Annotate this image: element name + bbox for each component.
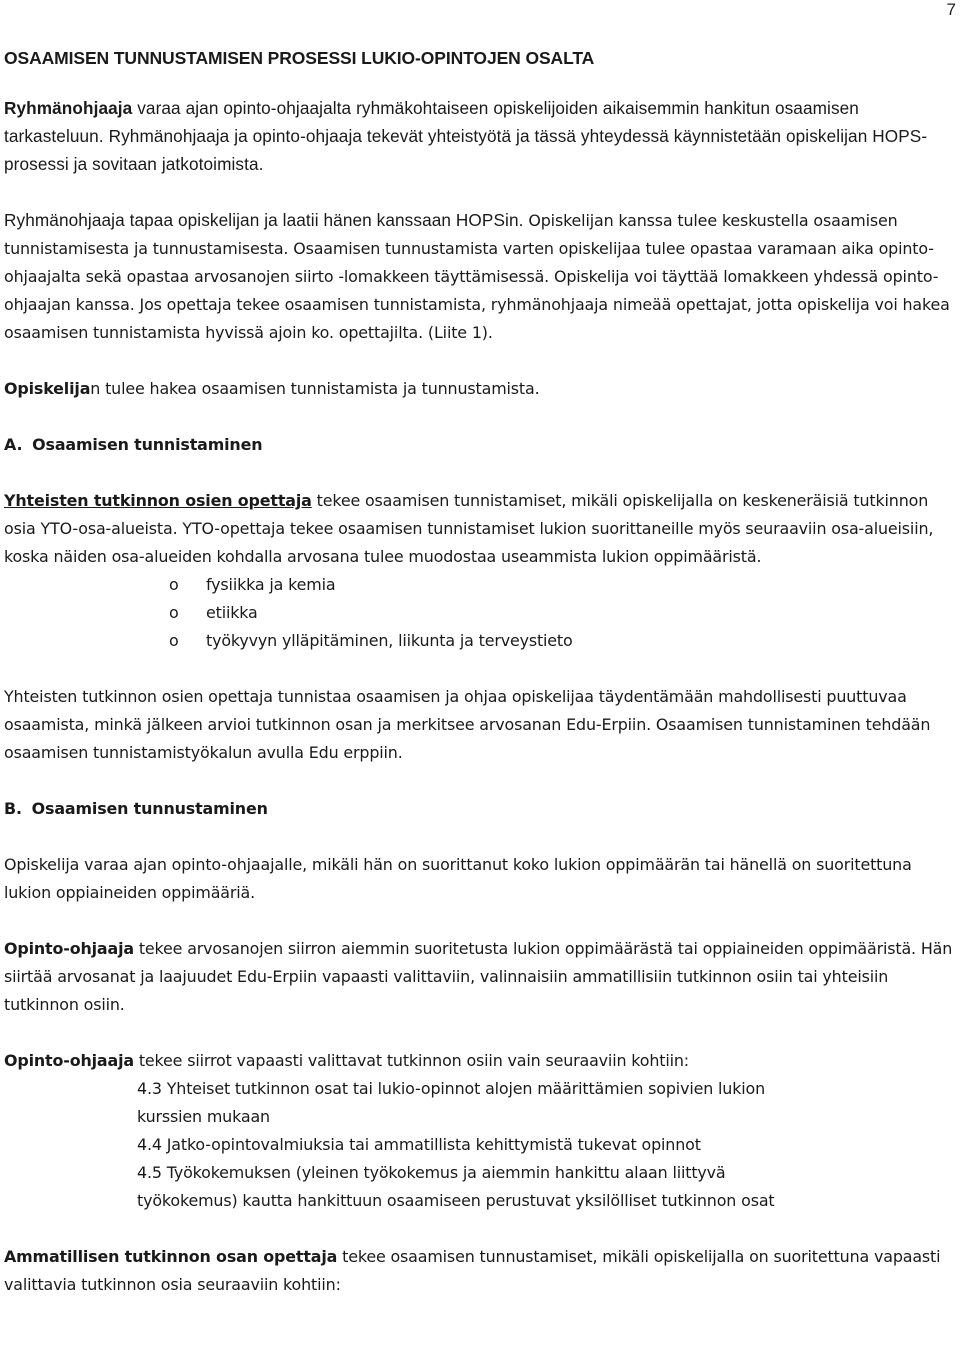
list-item xyxy=(169,599,956,627)
student-rest: n tulee hakea osaamisen tunnistamista ja tunnustamista. xyxy=(90,379,540,398)
section-a-heading xyxy=(4,431,956,459)
bullet-marker: o xyxy=(169,575,179,594)
yto-recognition-paragraph: Yhteisten tutkinnon osien opettaja tunnistaa osaamisen ja ohjaa opiskelijaa täydentämään mahdollisesti puuttuvaa osaamista, minkä jälkeen arvioi tutkinnon osan ja merkitsee arvosanan Edu-Erpiin. Osaamisen tunnistaminen tehdään osaamisen tunnistamistyökalun avulla Edu erppiin. xyxy=(4,687,931,762)
hops-rest: Opiskelijan kanssa tulee keskustella osaamisen tunnistamisesta ja tunnustamisesta. Osaamisen tunnustamista varten opiskelijaa tulee opastaa varamaan aika opinto-ohjaajalta sekä opastaa arvosanojen siirto -lomakkeen täyttämisessä. Opiskelija voi täyttää lomakkeen yhdessä opinto-ohjaajan kanssa. Jos opettaja tekee osaamisen tunnistamista, ryhmänohjaaja nimeää opettajat, jotta opiskelija voi hakea osaamisen tunnistamista hyvissä ajoin ko. opettajilta. (Liite 1). xyxy=(4,211,950,342)
numbered-item xyxy=(137,1075,956,1103)
item-number: 4.3 xyxy=(137,1079,162,1098)
bullet-marker: o xyxy=(169,631,179,650)
vocational-bold: Ammatillisen tutkinnon osan opettaja xyxy=(4,1247,338,1266)
item-number: 4.5 xyxy=(137,1163,162,1182)
section-a-title: Osaamisen tunnistaminen xyxy=(32,435,263,454)
item-text: Jatko-opintovalmiuksia tai ammatillista kehittymistä tukevat opinnot xyxy=(166,1135,701,1154)
counselor-rest: tekee arvosanojen siirron aiemmin suoritetusta lukion oppimäärästä tai oppiaineiden oppimääristä. Hän siirtää arvosanat ja laajuudet Edu-Erpiin vapaasti valittaviin, valinnaisiin ammatillisiin tutkinnon osiin tai yhteisiin tutkinnon osiin. xyxy=(4,939,953,1014)
vocational-teacher-paragraph xyxy=(4,1243,956,1299)
vocational-rest: tekee osaamisen tunnustamiset, mikäli opiskelijalla on suoritettuna vapaasti valittavia tutkinnon osia seuraaviin kohtiin: xyxy=(4,1247,941,1294)
intro-text: varaa ajan opinto-ohjaajalta ryhmäkohtaiseen opiskelijoiden aikaisemmin hankitun osaamisen tarkasteluun. Ryhmänohjaaja ja opinto-ohjaaja tekevät yhteistyötä ja tässä yhteydessä käynnistetään opiskelijan HOPS-prosessi ja sovitaan jatkotoimista. xyxy=(4,98,928,174)
booking-paragraph: Opiskelija varaa ajan opinto-ohjaajalle, mikäli hän on suorittanut koko lukion oppimäärän tai hänellä on suoritettuna lukion oppiaineiden oppimääriä. xyxy=(4,855,912,902)
page-title: OSAAMISEN TUNNUSTAMISEN PROSESSI LUKIO-OPINTOJEN OSALTA xyxy=(4,48,595,68)
yto-bold-underlined: Yhteisten tutkinnon osien opettaja xyxy=(4,491,312,510)
student-paragraph xyxy=(4,375,956,403)
counselor-bold: Opinto-ohjaaja xyxy=(4,939,134,958)
item-text: Yhteiset tutkinnon osat tai lukio-opinnot alojen määrittämien sopivien lukion xyxy=(166,1079,766,1098)
list-item xyxy=(169,571,956,599)
subject-list xyxy=(4,571,956,655)
numbered-item xyxy=(137,1159,956,1187)
counselor-bold-2: Opinto-ohjaaja xyxy=(4,1051,134,1070)
item-text: Työkokemuksen (yleinen työkokemus ja aiemmin hankittu alaan liittyvä xyxy=(166,1163,726,1182)
list-item-text: etiikka xyxy=(206,603,258,622)
student-bold: Opiskelija xyxy=(4,379,91,398)
list-item-text: fysiikka ja kemia xyxy=(206,575,336,594)
section-b-title: Osaamisen tunnustaminen xyxy=(31,799,268,818)
section-a-letter: A. xyxy=(4,435,23,454)
numbered-item-continuation: kurssien mukaan xyxy=(137,1107,270,1126)
counselor-items-paragraph xyxy=(4,1047,956,1075)
intro-paragraph xyxy=(4,94,956,178)
section-b-letter: B. xyxy=(4,799,22,818)
section-b-heading xyxy=(4,795,956,823)
numbered-item-continuation: työkokemus) kautta hankittuun osaamiseen perustuvat yksilölliset tutkinnon osat xyxy=(137,1191,775,1210)
bullet-marker: o xyxy=(169,603,179,622)
yto-paragraph xyxy=(4,487,956,571)
hops-first-sentence: Ryhmänohjaaja tapaa opiskelijan ja laatii hänen kanssaan HOPSin. xyxy=(4,210,524,230)
page-number: 7 xyxy=(946,0,956,19)
yto-rest: tekee osaamisen tunnistamiset, mikäli opiskelijalla on keskeneräisiä tutkinnon osia YTO-osa-alueista. YTO-opettaja tekee osaamisen tunnistamiset lukion suorittaneille myös seuraaviin osa-alueisiin, koska näiden osa-alueiden kohdalla arvosana tulee muodostaa useammista lukion oppimääristä. xyxy=(4,491,934,566)
item-number: 4.4 xyxy=(137,1135,162,1154)
numbered-list xyxy=(4,1075,956,1215)
counselor-transfer-paragraph xyxy=(4,935,956,1019)
intro-bold: Ryhmänohjaaja xyxy=(4,98,133,118)
hops-paragraph xyxy=(4,206,956,347)
numbered-item xyxy=(137,1131,956,1159)
counselor-items-rest: tekee siirrot vapaasti valittavat tutkinnon osiin vain seuraaviin kohtiin: xyxy=(133,1051,690,1070)
list-item xyxy=(169,627,956,655)
list-item-text: työkyvyn ylläpitäminen, liikunta ja terveystieto xyxy=(206,631,573,650)
document-body xyxy=(4,44,956,1299)
